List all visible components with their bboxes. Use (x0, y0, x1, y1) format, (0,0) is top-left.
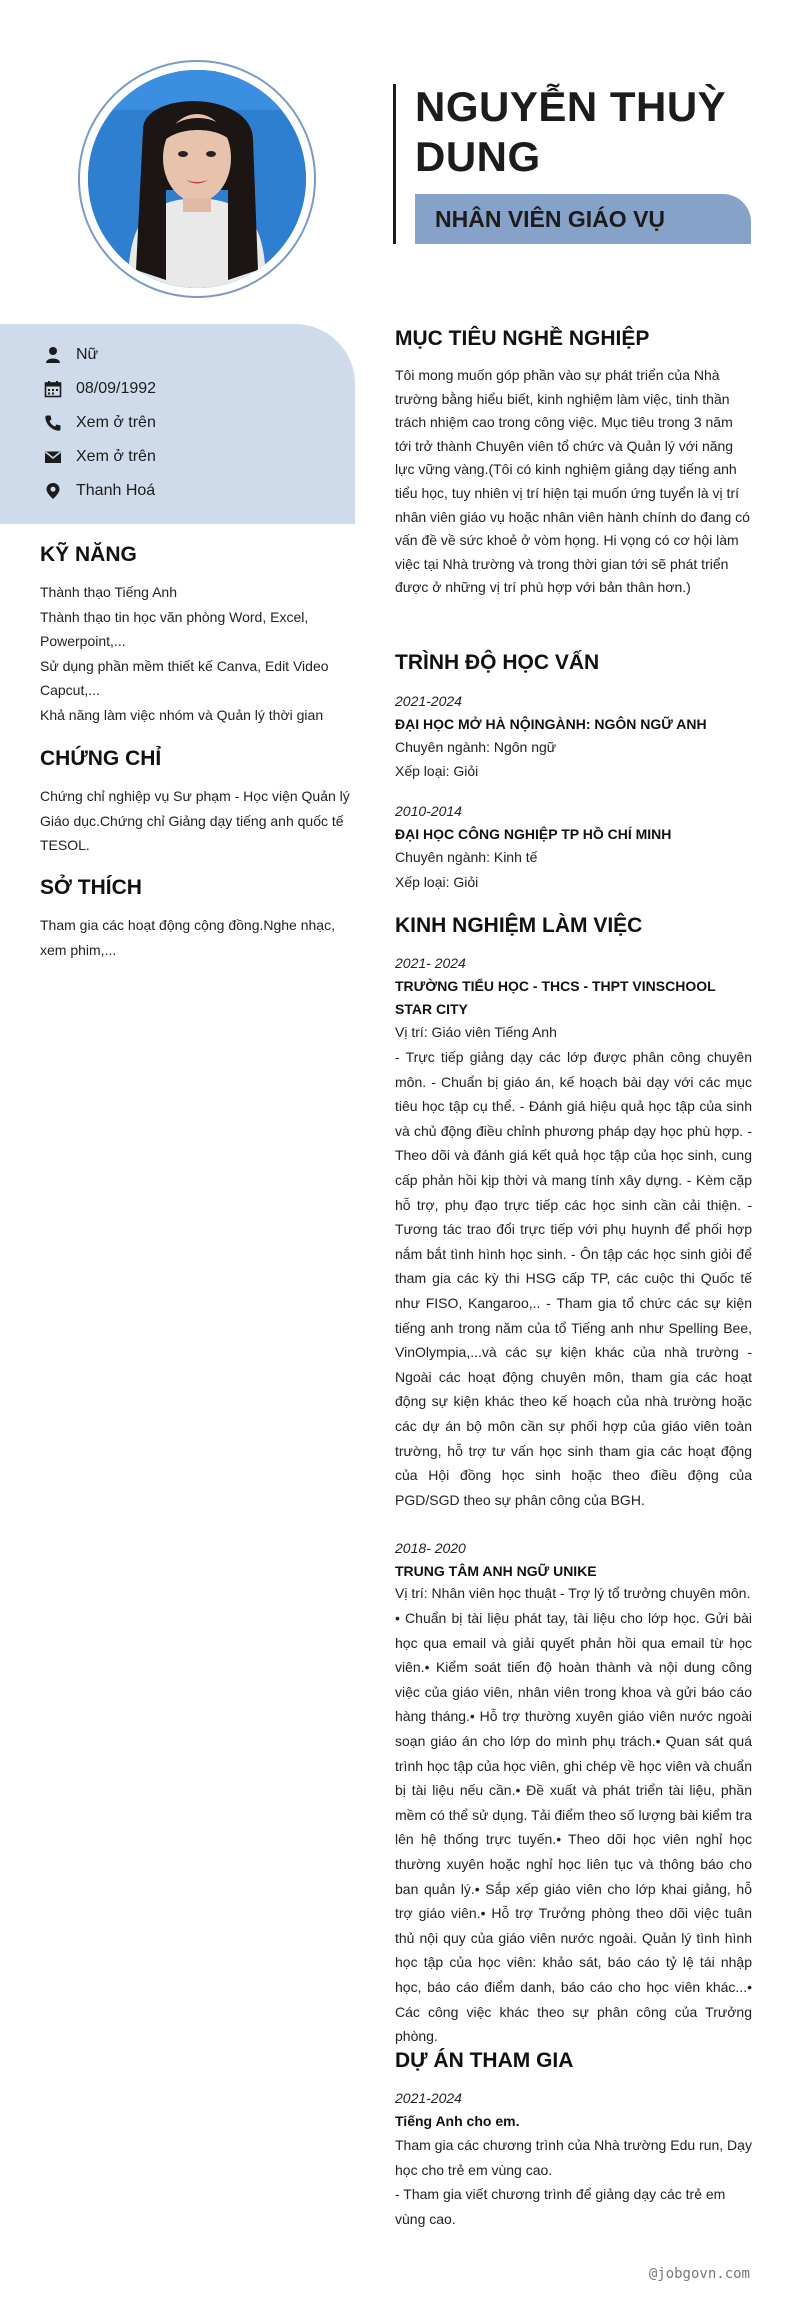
education-date: 2010-2014 (395, 803, 462, 819)
contact-phone: Xem ở trên (44, 411, 156, 435)
education-school: ĐẠI HỌC MỞ HÀ NỘINGÀNH: NGÔN NGỮ ANH (395, 716, 707, 732)
project-date: 2021-2024 (395, 2090, 462, 2106)
objective-title: MỤC TIÊU NGHỀ NGHIỆP (395, 327, 650, 350)
education-school: ĐẠI HỌC CÔNG NGHIỆP TP HỒ CHÍ MINH (395, 826, 672, 842)
contact-birthday: 08/09/1992 (44, 377, 156, 401)
education-major: Chuyên ngành: Ngôn ngữ (395, 739, 557, 755)
hobbies-title: SỞ THÍCH (40, 876, 142, 899)
name-accent-bar (393, 84, 396, 244)
watermark: @jobgovn.com (648, 2266, 750, 2282)
experience-title: KINH NGHIỆM LÀM VIỆC (395, 914, 643, 937)
experience-position: Vị trí: Nhân viên học thuật - Trợ lý tổ trưởng chuyên môn. (395, 1585, 751, 1601)
contact-address: Thanh Hoá (44, 479, 155, 503)
education-grade: Xếp loại: Giỏi (395, 874, 479, 890)
experience-date: 2021- 2024 (395, 955, 466, 971)
education-date: 2021-2024 (395, 693, 462, 709)
education-grade: Xếp loại: Giỏi (395, 763, 479, 779)
certificates-text: Chứng chỉ nghiệp vụ Sư phạm - Học viện Quản lý Giáo dục.Chứng chỉ Giảng dạy tiếng anh quốc tế TESOL. (40, 788, 350, 854)
project-name: Tiếng Anh cho em. (395, 2113, 520, 2129)
contact-email: Xem ở trên (44, 445, 156, 469)
contact-gender: Nữ (44, 343, 98, 367)
list-item: Thành thạo tin học văn phòng Word, Excel, Powerpoint,... (40, 608, 309, 650)
candidate-name: NGUYỄN THUỲ DUNG (415, 83, 727, 180)
objective-text: Tôi mong muốn góp phần vào sự phát triển của Nhà trường bằng hiểu biết, kinh nghiệm làm việc, tinh thần trách nhiệm cao trong công việc. Mục tiêu trong 3 năm tới trở thành Chuyên viên tổ chức và Quản lý với năng lực vững vàng.(Tôi có kinh nghiệm giảng dạy tiếng anh tiểu học, tuy nhiên vị trí hiện tại muốn ứng tuyển là vị trí nhân viên giáo vụ hoặc nhân viên hành chính do đang có vấn đề về sức khoẻ ở vòm họng. Hi vọng có cơ hội làm việc tại Nhà trường và trong thời gian tới sẽ phát triển được ở những vị trí phù hợp với bản thân hơn.) (395, 367, 750, 596)
skills-title: KỸ NĂNG (40, 543, 137, 566)
experience-description: • Chuẩn bị tài liệu phát tay, tài liệu cho lớp học. Gửi bài học qua email và giải quyết phản hồi qua email từ học viên.• Kiểm soát tiến độ hoàn thành và nội dung công việc của giáo viên, nhân viên trong khoa và gửi báo cáo hàng tháng.• Hỗ trợ thường xuyên giáo viên nước ngoài soạn giáo án cho lớp do mình phụ trách.• Quan sát quá trình học tập của học viên, ghi chép về học viên và chuẩn bị tài liệu nếu cần.• Đề xuất và phát triển tài liệu, phần mềm có thể sử dụng. Tải điểm theo số lượng bài kiểm tra lên hệ thống trực tuyến.• Theo dõi học viên nghỉ học thường xuyên hoặc nghỉ học liên tục và thông báo cho ban quản lý.• Sắp xếp giáo viên cho lớp khai giảng, hỗ trợ giáo viên.• Hỗ trợ Trưởng phòng theo dõi việc tuân thủ nội quy của giáo viên nước ngoài. Quản lý tình hình học tập của học viên: khảo sát, báo cáo tỷ lệ tái nhập học, báo cáo điểm danh, báo cáo cho học viên khác...• Các công việc khác theo sự phân công của Trưởng phòng. (395, 1610, 752, 2045)
person-icon (44, 346, 62, 364)
experience-date: 2018- 2020 (395, 1540, 466, 1556)
projects-title: DỰ ÁN THAM GIA (395, 2049, 574, 2072)
experience-company: TRƯỜNG TIỂU HỌC - THCS - THPT VINSCHOOL STAR CITY (395, 978, 716, 1017)
experience-description: - Trực tiếp giảng dạy các lớp được phân công chuyên môn. - Chuẩn bị giáo án, kế hoạch bài dạy với các mục tiêu học tập cụ thể. - Đánh giá hiệu quả học tập của sinh và chủ động điều chỉnh phương pháp dạy học phù hợp. - Theo dõi và đánh giá kết quả học tập của học sinh, cung cấp phản hồi kịp thời và mang tính xây dựng. - Kèm cặp hỗ trợ, phụ đạo trực tiếp các học sinh cần cải thiện. - Tương tác trao đổi trực tiếp với phụ huynh để phối hợp nắm bắt tình hình học sinh. - Ôn tập các học sinh giỏi để tham gia các kỳ thi HSG cấp TP, các cuộc thi Quốc tế như FISO, Kangaroo,.. - Tham gia tổ chức các sự kiện tiếng anh trong năm của tổ Tiếng anh như Spelling Bee, VinOlympia,...và các sự kiện khác của nhà trường - Ngoài các hoạt động chuyên môn, tham gia các hoạt động sự kiện khác theo kế hoạch của nhà trường hoặc các dự án bộ môn cần sự phối hợp của giáo viên toàn trường, hỗ trợ tư vấn học sinh tham gia các hoạt động của Hội đồng học sinh hoặc theo điều động của PGD/SGD theo sự phân công của BGH. (395, 1049, 752, 1508)
list-item: Khả năng làm việc nhóm và Quản lý thời gian (40, 706, 324, 723)
education-major: Chuyên ngành: Kinh tế (395, 849, 538, 865)
list-item: Sử dụng phần mềm thiết kế Canva, Edit Video Capcut,... (40, 657, 329, 699)
list-item: Thành thạo Tiếng Anh (40, 584, 177, 600)
avatar (88, 70, 306, 288)
role-title: NHÂN VIÊN GIÁO VỤ (435, 206, 666, 232)
project-line: - Tham gia viết chương trình để giảng dạy các trẻ em vùng cao. (395, 2186, 726, 2227)
project-description (395, 2133, 752, 2231)
experience-position: Vị trí: Giáo viên Tiếng Anh (395, 1024, 557, 1040)
education-title: TRÌNH ĐỘ HỌC VẤN (395, 651, 600, 674)
calendar-icon (44, 380, 62, 398)
location-pin-icon (44, 482, 62, 500)
phone-icon (44, 414, 62, 432)
skills-list (40, 580, 350, 728)
hobbies-text: Tham gia các hoạt động cộng đồng.Nghe nhạc, xem phim,... (40, 917, 335, 958)
certificates-title: CHỨNG CHỈ (40, 747, 162, 770)
experience-company: TRUNG TÂM ANH NGỮ UNIKE (395, 1563, 597, 1579)
envelope-icon (44, 448, 62, 466)
project-line: Tham gia các chương trình của Nhà trường Edu run, Dạy học cho trẻ em vùng cao. (395, 2137, 752, 2178)
role-badge (415, 194, 751, 244)
